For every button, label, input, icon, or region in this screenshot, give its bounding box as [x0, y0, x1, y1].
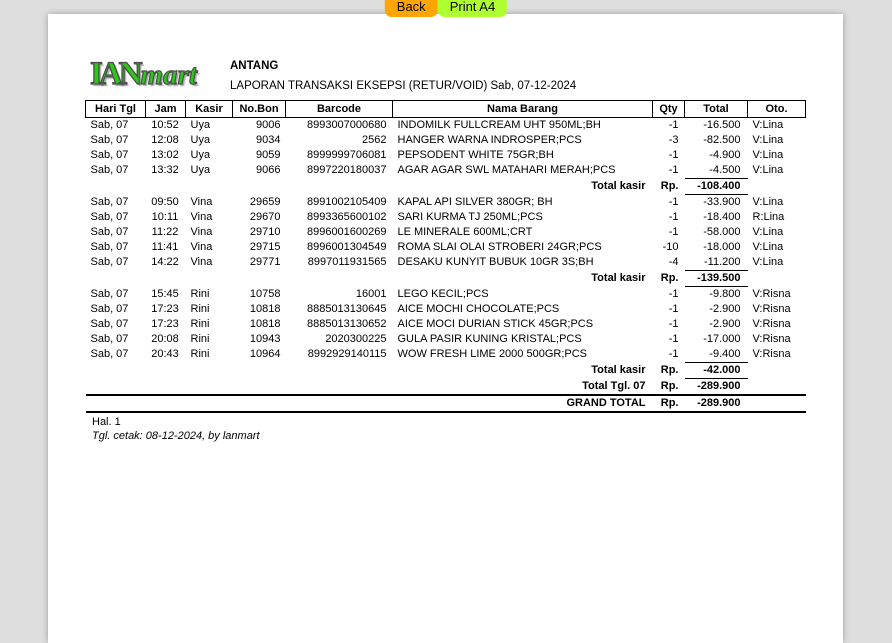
cell-kasir: Vina [190, 226, 213, 238]
cell-qty: -1 [668, 149, 679, 161]
cell-kasir: Vina [190, 256, 213, 269]
subtotal-amount: -42.000 [685, 363, 748, 379]
subtotal-row [86, 179, 806, 195]
column-header: Barcode [286, 101, 393, 118]
table-row [86, 225, 806, 240]
cell-hari-tgl: Sab, 07 [90, 149, 129, 161]
cell-nama-barang: SARI KURMA TJ 250ML;PCS [397, 211, 543, 223]
cell-kasir: Rini [190, 318, 210, 330]
cell-barcode: 16001 [355, 287, 387, 300]
table-row [86, 210, 806, 225]
cell-jam: 13:02 [151, 149, 179, 161]
cell-total: -9.400 [709, 348, 741, 360]
column-header: Oto. [748, 101, 806, 118]
grand-total-amount: -289.900 [685, 395, 748, 412]
cell-nobon: 29659 [249, 195, 281, 208]
table-row [86, 240, 806, 255]
cell-barcode: 8993365600102 [306, 211, 387, 223]
cell-oto: V:Lina [752, 226, 784, 238]
cell-nama-barang: AICE MOCHI CHOCOLATE;PCS [397, 303, 560, 315]
cell-kasir: Uya [190, 134, 211, 146]
cell-jam: 17:23 [151, 303, 179, 315]
cell-kasir: Vina [190, 195, 213, 208]
cell-qty: -10 [662, 241, 679, 253]
cell-nama-barang: PEPSODENT WHITE 75GR;BH [397, 149, 554, 161]
subtotal-currency: Rp. [660, 272, 679, 284]
cell-oto: V:Risna [752, 348, 791, 361]
cell-total: -2.900 [709, 303, 741, 315]
cell-nama-barang: LEGO KECIL;PCS [397, 287, 489, 300]
subtotal-amount: -108.400 [685, 179, 748, 195]
cell-total: -18.000 [703, 241, 741, 253]
cell-barcode: 2562 [362, 134, 387, 146]
table-row [86, 163, 806, 179]
cell-nobon: 29715 [249, 241, 281, 253]
cell-nobon: 29771 [249, 256, 281, 269]
column-header: Kasir [186, 101, 233, 118]
cell-total: -82.500 [703, 134, 741, 146]
cell-hari-tgl: Sab, 07 [90, 195, 129, 208]
cell-barcode: 8996001304549 [306, 241, 387, 253]
cell-qty: -1 [668, 164, 679, 177]
cell-qty: -1 [668, 348, 679, 361]
cell-hari-tgl: Sab, 07 [90, 164, 129, 177]
cell-barcode: 8996001600269 [306, 226, 387, 238]
cell-nama-barang: DESAKU KUNYIT BUBUK 10GR 3S;BH [397, 256, 594, 269]
cell-hari-tgl: Sab, 07 [90, 318, 129, 330]
cell-nobon: 9066 [256, 164, 281, 177]
cell-hari-tgl: Sab, 07 [90, 241, 129, 253]
ianmart-logo [90, 56, 197, 93]
report-paper [48, 14, 843, 643]
cell-kasir: Vina [190, 241, 213, 253]
column-header: Hari Tgl [86, 101, 146, 118]
cell-kasir: Rini [190, 348, 210, 361]
subtotal-empty-cell [748, 179, 806, 195]
subtotal-row [86, 379, 806, 396]
cell-total: -16.500 [703, 119, 741, 131]
subtotal-label: Total kasir [591, 180, 646, 192]
cell-barcode: 8999999706081 [306, 149, 387, 161]
cell-jam: 15:45 [151, 287, 179, 300]
cell-qty: -1 [668, 119, 679, 131]
cell-nobon: 9059 [256, 149, 281, 161]
footer-page-number: Hal. 1 [92, 416, 121, 428]
cell-jam: 09:50 [151, 195, 179, 208]
print-a4-button[interactable]: Print A4 [438, 0, 508, 17]
column-header: Qty [653, 101, 685, 118]
cell-nama-barang: AICE MOCI DURIAN STICK 45GR;PCS [397, 318, 594, 330]
cell-oto: V:Risna [752, 318, 791, 330]
cell-qty: -1 [668, 318, 679, 330]
cell-nama-barang: LE MINERALE 600ML;CRT [397, 226, 533, 238]
cell-oto: V:Lina [752, 256, 784, 269]
cell-nobon: 10943 [249, 333, 281, 345]
cell-nobon: 10818 [249, 303, 281, 315]
cell-hari-tgl: Sab, 07 [90, 226, 129, 238]
cell-nobon: 10964 [249, 348, 281, 361]
subtotal-label: Total kasir [591, 272, 646, 284]
table-row [86, 255, 806, 271]
subtotal-row [86, 363, 806, 379]
cell-qty: -1 [668, 211, 679, 223]
subtotal-row [86, 271, 806, 287]
cell-barcode: 2020300225 [325, 333, 387, 345]
footer-print-info: Tgl. cetak: 08-12-2024, by lanmart [92, 430, 260, 442]
cell-hari-tgl: Sab, 07 [90, 256, 129, 269]
cell-total: -58.000 [703, 226, 741, 238]
cell-barcode: 8885013130652 [306, 318, 387, 330]
column-header: No.Bon [233, 101, 286, 118]
cell-oto: V:Risna [752, 333, 791, 345]
cell-total: -4.900 [709, 149, 741, 161]
grand-total-empty-cell [748, 395, 806, 412]
cell-kasir: Rini [190, 303, 210, 315]
cell-oto: V:Lina [752, 119, 784, 131]
cell-oto: V:Lina [752, 164, 784, 177]
cell-jam: 20:08 [151, 333, 179, 345]
cell-jam: 20:43 [151, 348, 179, 361]
cell-kasir: Uya [190, 119, 211, 131]
table-row [86, 302, 806, 317]
cell-oto: V:Lina [752, 149, 784, 161]
cell-oto: V:Lina [752, 241, 784, 253]
cell-qty: -1 [668, 333, 679, 345]
cell-qty: -1 [668, 287, 679, 300]
cell-hari-tgl: Sab, 07 [90, 348, 129, 361]
table-row [86, 148, 806, 163]
column-header: Total [685, 101, 748, 118]
cell-kasir: Rini [190, 333, 210, 345]
cell-nobon: 10758 [249, 287, 281, 300]
cell-barcode: 8997011931565 [307, 256, 387, 269]
cell-kasir: Uya [190, 149, 211, 161]
cell-oto: V:Lina [752, 134, 784, 146]
cell-nobon: 10818 [249, 318, 281, 330]
cell-total: -18.400 [703, 211, 741, 223]
cell-qty: -1 [668, 226, 679, 238]
cell-oto: V:Risna [752, 303, 791, 315]
cell-nobon: 9034 [256, 134, 281, 146]
cell-jam: 10:11 [151, 211, 179, 223]
transactions-table [85, 100, 806, 413]
table-row [86, 133, 806, 148]
cell-nobon: 29670 [249, 211, 281, 223]
column-header: Nama Barang [393, 101, 653, 118]
cell-barcode: 8885013130645 [306, 303, 387, 315]
report-footer [92, 416, 843, 442]
cell-total: -11.200 [704, 256, 741, 268]
store-name: ANTANG [230, 60, 279, 72]
cell-barcode: 8992929140115 [307, 348, 387, 361]
subtotal-label: Total kasir [591, 364, 646, 376]
subtotal-empty-cell [748, 271, 806, 287]
cell-qty: -4 [668, 256, 679, 269]
grand-total-label: GRAND TOTAL [86, 395, 653, 412]
subtotal-amount: -289.900 [685, 379, 748, 396]
cell-hari-tgl: Sab, 07 [90, 303, 129, 315]
cell-oto: V:Risna [752, 287, 791, 300]
cell-kasir: Uya [190, 164, 211, 177]
cell-total: -9.800 [709, 288, 741, 300]
cell-jam: 11:22 [151, 226, 179, 238]
cell-hari-tgl: Sab, 07 [90, 333, 129, 345]
cell-jam: 10:52 [151, 119, 179, 131]
grand-total-currency: Rp. [653, 395, 685, 412]
cell-total: -2.900 [709, 318, 741, 330]
cell-nama-barang: HANGER WARNA INDROSPER;PCS [397, 134, 582, 146]
cell-qty: -1 [668, 303, 679, 315]
cell-barcode: 8993007000680 [306, 119, 387, 131]
subtotal-currency: Rp. [660, 364, 679, 376]
report-title: LAPORAN TRANSAKSI EKSEPSI (RETUR/VOID) Sab, 07-12-2024 [230, 80, 577, 92]
cell-hari-tgl: Sab, 07 [90, 134, 129, 146]
cell-nobon: 9006 [256, 119, 281, 131]
table-row [86, 287, 806, 303]
cell-kasir: Rini [190, 287, 210, 300]
subtotal-currency: Rp. [660, 379, 679, 392]
back-button[interactable]: Back [385, 0, 438, 17]
cell-nama-barang: AGAR AGAR SWL MATAHARI MERAH;PCS [397, 164, 616, 177]
cell-jam: 14:22 [151, 256, 179, 269]
table-body [86, 118, 806, 413]
cell-nama-barang: KAPAL API SILVER 380GR; BH [397, 195, 553, 208]
subtotal-amount: -139.500 [685, 271, 748, 287]
cell-jam: 11:41 [151, 241, 179, 253]
grand-total-row [86, 395, 806, 412]
cell-oto: V:Lina [752, 195, 784, 208]
table-header-row [86, 101, 806, 118]
cell-total: -4.500 [709, 164, 741, 176]
cell-jam: 17:23 [151, 318, 179, 330]
cell-hari-tgl: Sab, 07 [90, 287, 129, 300]
cell-jam: 12:08 [151, 134, 179, 146]
cell-nama-barang: GULA PASIR KUNING KRISTAL;PCS [397, 333, 582, 345]
cell-nama-barang: WOW FRESH LIME 2000 500GR;PCS [397, 348, 587, 361]
cell-nama-barang: ROMA SLAI OLAI STROBERI 24GR;PCS [397, 241, 602, 253]
cell-qty: -3 [668, 134, 679, 146]
subtotal-label: Total Tgl. 07 [582, 379, 646, 392]
cell-barcode: 8991002105409 [306, 195, 387, 208]
cell-oto: R:Lina [752, 211, 785, 223]
cell-hari-tgl: Sab, 07 [90, 119, 129, 131]
table-row [86, 317, 806, 332]
cell-hari-tgl: Sab, 07 [90, 211, 129, 223]
cell-total: -17.000 [703, 333, 741, 345]
table-row [86, 332, 806, 347]
logo-text-ian: IAN [90, 56, 139, 92]
subtotal-currency: Rp. [660, 180, 679, 192]
cell-total: -33.900 [703, 196, 741, 208]
cell-nama-barang: INDOMILK FULLCREAM UHT 950ML;BH [397, 119, 601, 131]
subtotal-empty-cell [748, 363, 806, 379]
cell-barcode: 8997220180037 [306, 164, 387, 177]
report-header [230, 60, 576, 92]
cell-qty: -1 [668, 195, 679, 208]
table-row [86, 347, 806, 363]
table-row [86, 195, 806, 211]
cell-kasir: Vina [190, 211, 213, 223]
column-header: Jam [146, 101, 186, 118]
table-row [86, 118, 806, 134]
cell-nobon: 29710 [249, 226, 281, 238]
toolbar [385, 0, 507, 17]
logo-text-mart: mart [140, 59, 197, 91]
cell-jam: 13:32 [151, 164, 179, 177]
subtotal-empty-cell [748, 379, 806, 396]
